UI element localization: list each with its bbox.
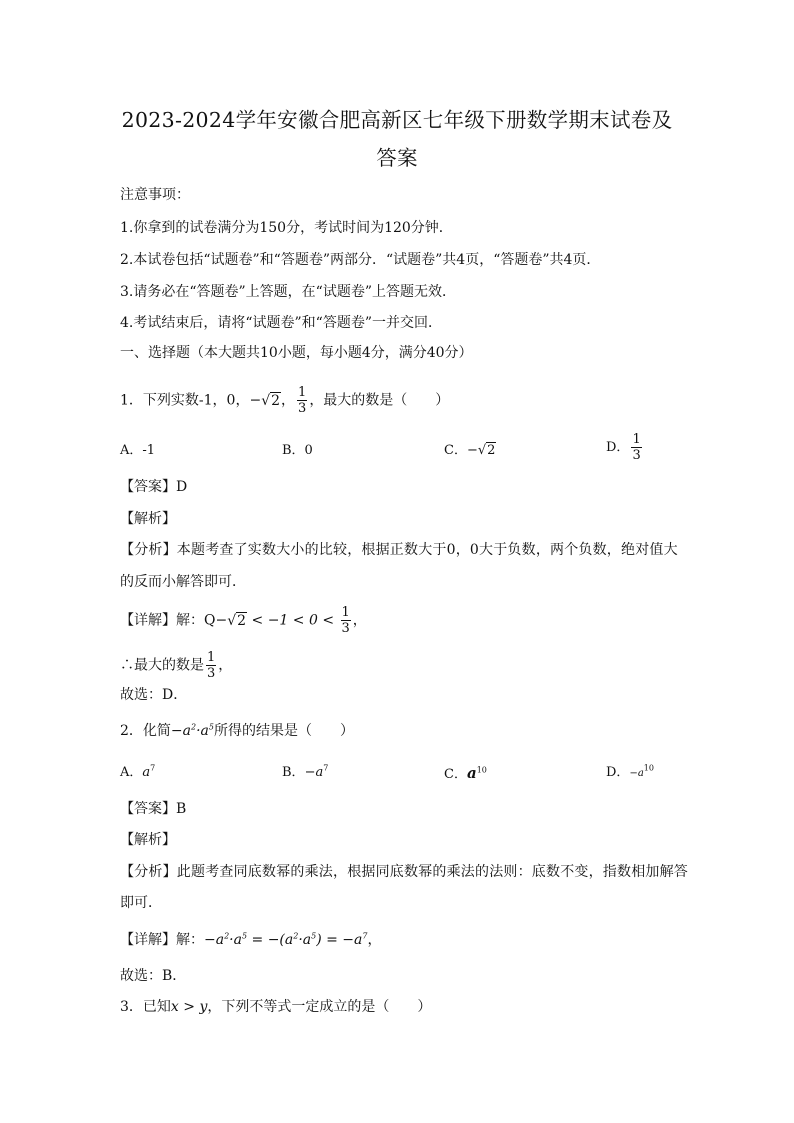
q2-option-c: C．$a^{10}$ [444, 764, 487, 782]
q1-sep: ， [281, 392, 296, 409]
q2-option-a: A．$a^7$ [120, 763, 156, 780]
q1-fenxi-2: 的反而小解答即可． [120, 574, 246, 590]
q1-fraction: $\frac{1}{3}$ [298, 385, 307, 416]
q3-stem: 3．已知x > y，下列不等式一定成立的是（ ） [120, 999, 432, 1015]
q2-answer: 【答案】B [120, 801, 187, 817]
q1-option-b: B．0 [282, 443, 313, 458]
q1-answer: 【答案】D [120, 479, 188, 495]
q2-detail: 【详解】解：$-a^2\cdot a^5 = -(a^2\cdot a^5) = -a^7$， [120, 931, 382, 948]
note-item-4: 4.考试结束后，请将“试题卷”和“答题卷”一并交回． [120, 315, 442, 331]
q1-option-c: C．−√2 [444, 441, 496, 461]
q2-option-d: D．$-a^{10}$ [606, 763, 654, 780]
q2-stem: 2．化简$-a^2\cdot a^5$所得的结果是（ ） [120, 722, 354, 739]
sqrt-icon: √2 [261, 392, 281, 409]
q1-choice: 故选：D． [120, 687, 188, 703]
q1-stem [120, 385, 449, 416]
document-title: 2023-2024学年安徽合肥高新区七年级下册数学期末试卷及 [121, 108, 673, 132]
notes-heading: 注意事项： [120, 187, 190, 203]
q1-stem-pre: 1．下列实数-1，0， [120, 392, 250, 409]
q2-fenxi-1: 【分析】此题考查同底数幂的乘法，根据同底数幂的乘法的法则：底数不变，指数相加解答 [120, 864, 688, 880]
note-item-3: 3.请务必在“答题卷”上答题，在“试题卷”上答题无效． [120, 284, 456, 300]
q1-conclusion: ∴最大的数是 $\frac{1}{3}$ ， [120, 650, 233, 681]
section-heading: 一、选择题（本大题共10小题，每小题4分，满分40分） [120, 345, 473, 361]
note-item-2: 2.本试卷包括“试题卷”和“答题卷”两部分．“试题卷”共4页，“答题卷”共4页． [120, 252, 601, 268]
q2-option-b: B．$-a^7$ [282, 763, 329, 780]
q2-fenxi-2: 即可． [120, 895, 162, 911]
q2-analysis-label: 【解析】 [120, 832, 176, 848]
sqrt-icon: √2 [227, 612, 247, 629]
q1-fenxi-1: 【分析】本题考查了实数大小的比较，根据正数大于0，0大于负数，两个负数，绝对值大 [120, 542, 678, 558]
document-title-cont: 答案 [376, 146, 418, 170]
q1-option-a: A．-1 [120, 443, 156, 458]
q1-detail: 【详解】解：Q−√2 < −1 < 0 < $\frac{1}{3}$ ， [120, 605, 367, 636]
q1-option-d: D． $\frac{1}{3}$ [606, 432, 641, 463]
q1-analysis-label: 【解析】 [120, 511, 176, 527]
q2-choice: 故选：B． [120, 968, 187, 984]
q1-stem-post: ，最大的数是（ ） [309, 392, 450, 409]
sqrt-icon: √2 [477, 443, 496, 458]
note-item-1: 1.你拿到的试卷满分为150分，考试时间为120分钟． [120, 220, 453, 236]
q1-minus: − [249, 392, 262, 409]
